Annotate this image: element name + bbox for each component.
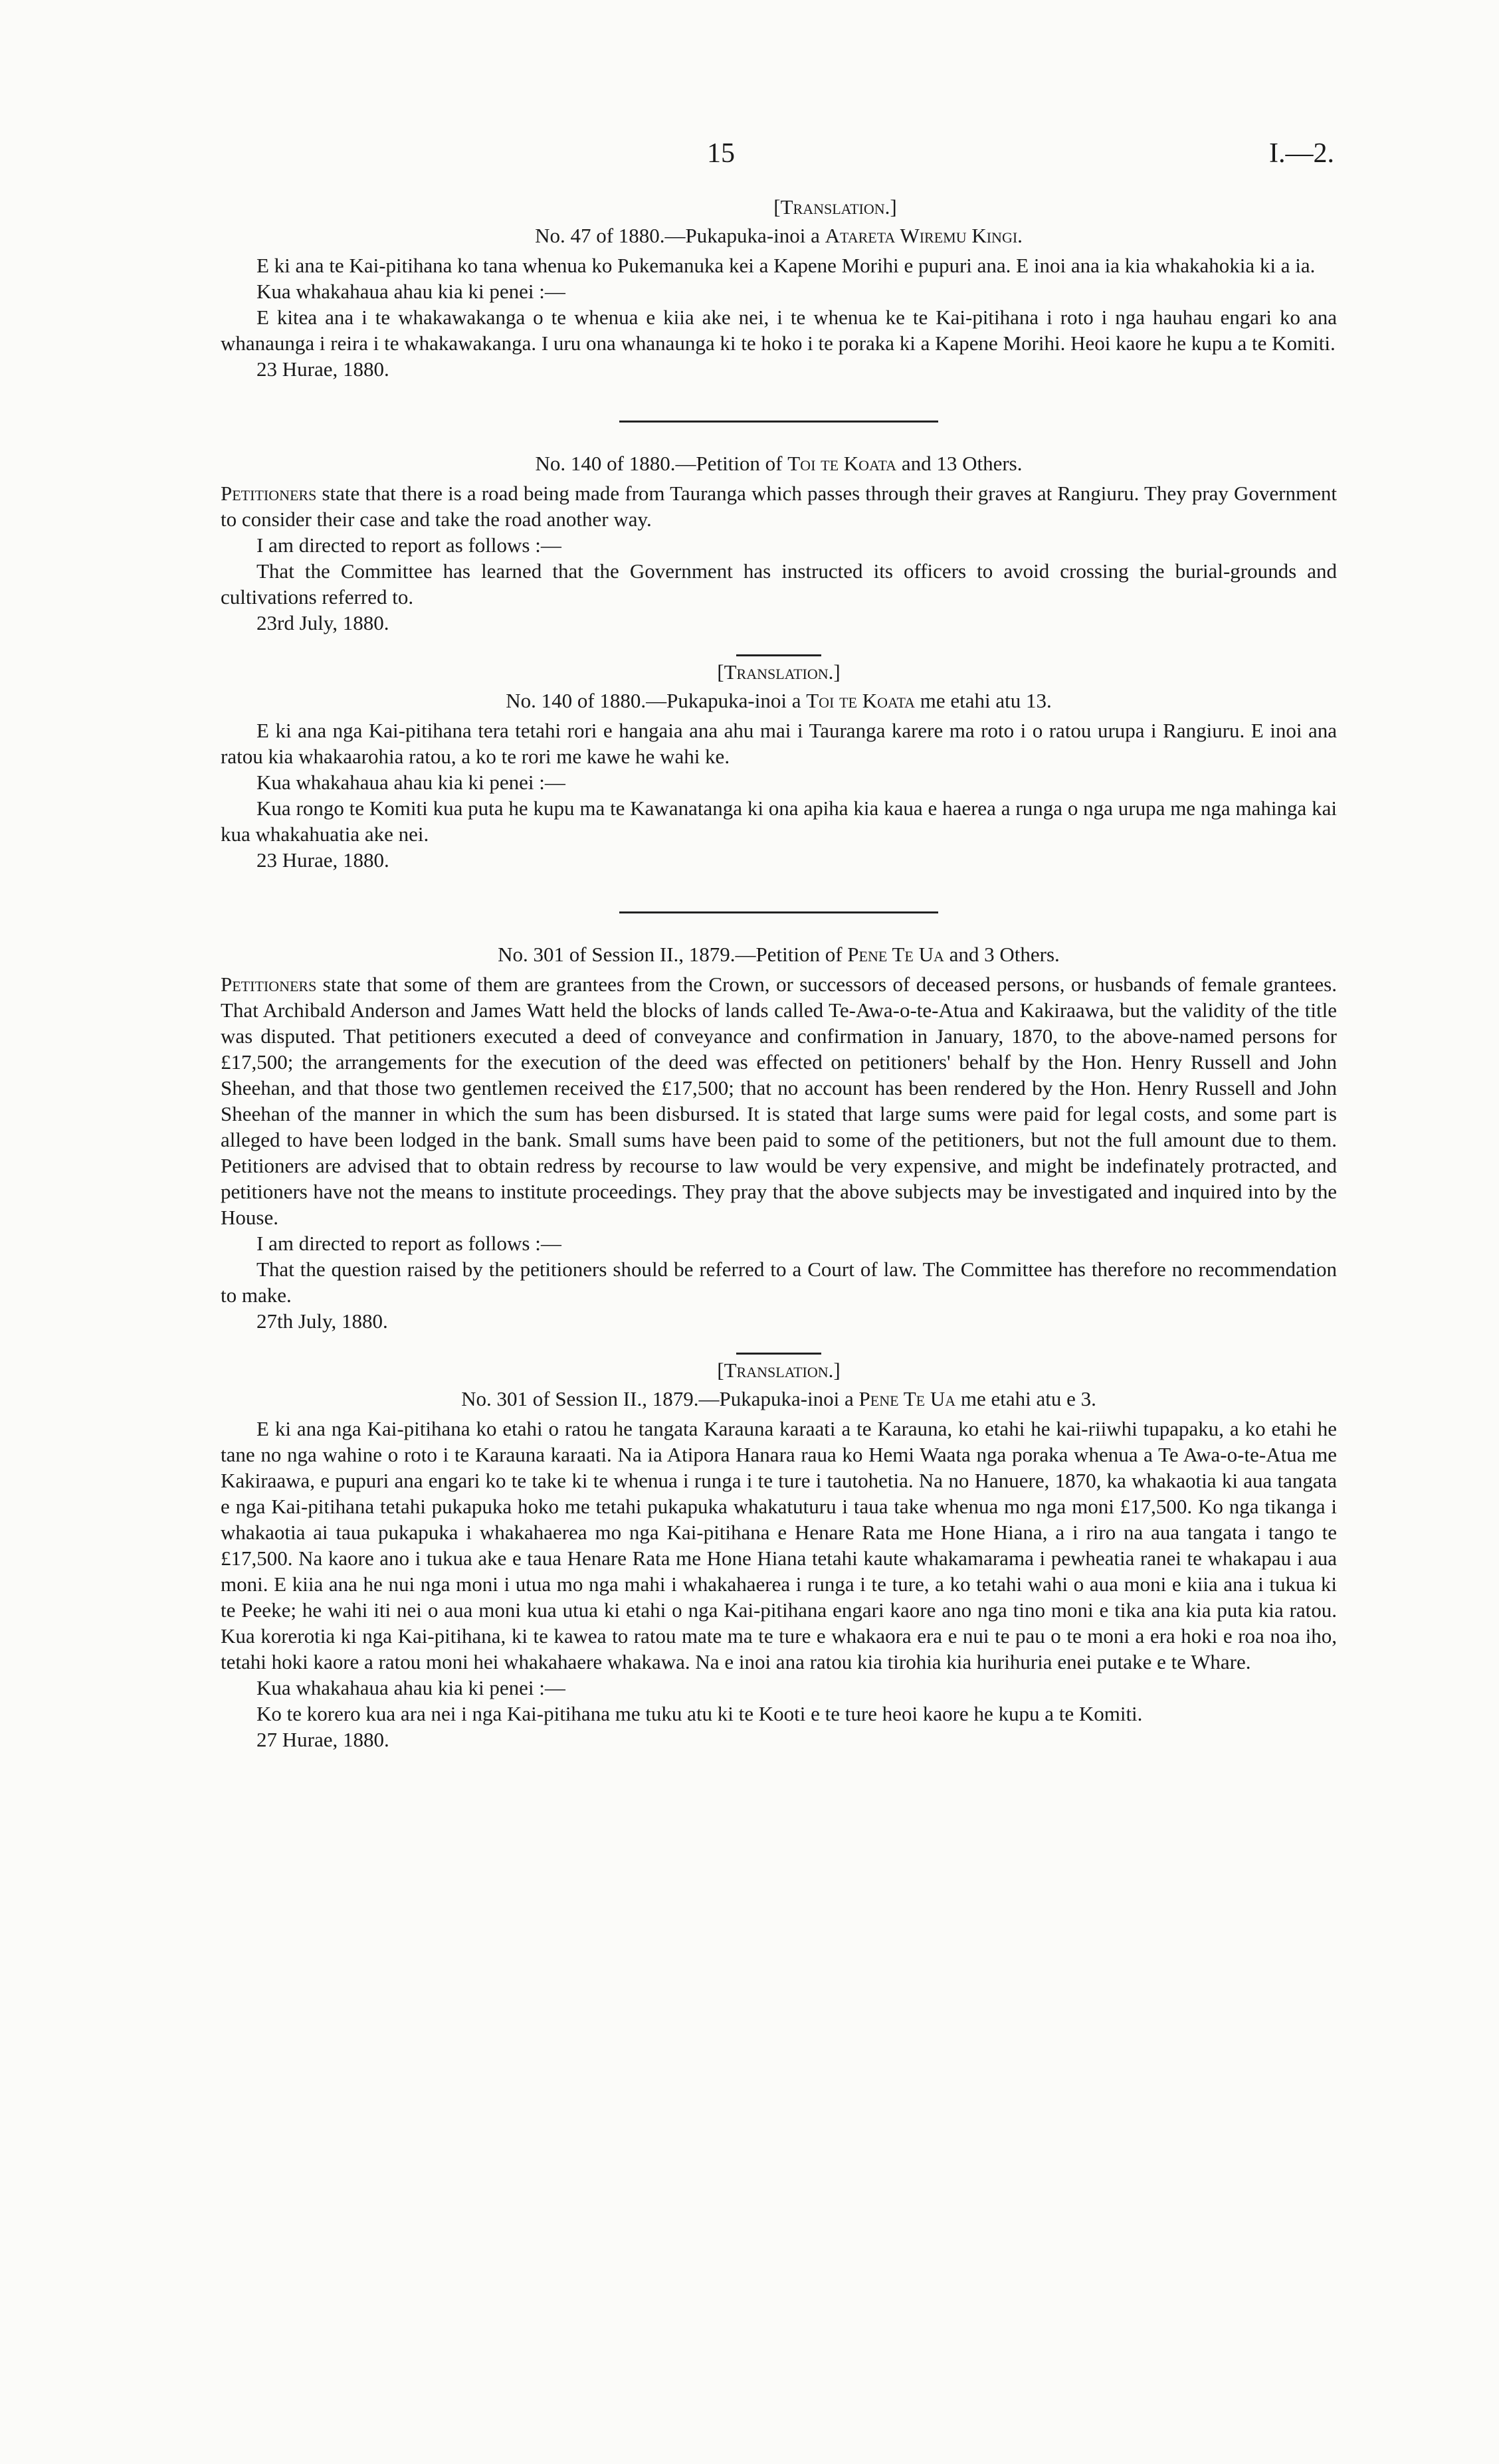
petition-summary: E ki ana te Kai-pitihana ko tana whenua ko Pukemanuka kei a Kapene Morihi e pupuri ana. E inoi ana ia kia whakahokia ki a ia. (256, 254, 1316, 277)
title-suffix: me etahi atu 13. (915, 689, 1052, 712)
translation-label: [Translation.] (717, 1359, 841, 1382)
report-date: 23 Hurae, 1880. (256, 848, 389, 872)
title-prefix: No. 301 of Session II., 1879.—Petition of (498, 943, 848, 966)
report-intro: I am directed to report as follows :— (256, 1232, 561, 1255)
petition-summary (221, 480, 1337, 532)
title-suffix: me etahi atu e 3. (955, 1387, 1096, 1410)
report-date: 23 Hurae, 1880. (256, 357, 389, 381)
committee-report: Kua rongo te Komiti kua puta he kupu ma te Kawanatanga ki ona apiha kia kaua e haerea a runga o nga urupa me nga mahinga kai kua whakahuatia ake nei. (221, 797, 1337, 846)
report-intro: Kua whakahaua ahau kia ki penei :— (256, 771, 565, 794)
page-content (221, 194, 1337, 1753)
section-divider-short (736, 1353, 821, 1355)
petitioner-name: Toi te Koata (806, 689, 916, 712)
petition-title (221, 941, 1337, 967)
title-prefix: No. 140 of 1880.—Petition of (535, 452, 788, 475)
report-date: 27th July, 1880. (256, 1309, 388, 1333)
committee-report: That the question raised by the petitioners should be referred to a Court of law. The Committee has therefore no recommendation to make. (221, 1258, 1337, 1307)
report-date: 27 Hurae, 1880. (256, 1728, 389, 1751)
report-intro: Kua whakahaua ahau kia ki penei :— (256, 280, 565, 303)
section-divider (619, 911, 938, 913)
title-suffix: and 3 Others. (944, 943, 1060, 966)
petition-title (221, 450, 1337, 476)
petition-summary-text: state that there is a road being made from Tauranga which passes through their graves at Rangiuru. They pray Government to consider their case and take the road another way. (221, 482, 1337, 531)
page-number: 15 (707, 138, 735, 169)
report-intro: Kua whakahaua ahau kia ki penei :— (256, 1676, 565, 1699)
petitioner-name: Pene Te Ua (847, 943, 944, 966)
title-prefix: No. 301 of Session II., 1879.—Pukapuka-inoi a (461, 1387, 859, 1410)
document-reference: I.—2. (1269, 138, 1334, 169)
petitioner-name: Toi te Koata (787, 452, 897, 475)
committee-report: E kitea ana i te whakawakanga o te whenua e kiia ake nei, i te whenua ke te Kai-pitihana i roto i nga hauhau engari ko ana whanaunga i reira i te whakawakanga. I uru ona whanaunga ki te hoko i te poraka ki a Kapene Morihi. Heoi kaore he kupu a te Komiti. (221, 306, 1337, 355)
petition-summary: E ki ana nga Kai-pitihana tera tetahi rori e hangaia ana ahu mai i Tauranga karere ma roto i o ratou urupa i Rangiuru. E inoi ana ratou kia whakaarohia ratou, a ko te rori me kawe he wahi ke. (221, 719, 1337, 768)
petition-title (221, 688, 1337, 713)
petitioners-lead: Petitioners (221, 482, 317, 505)
translation-no-301 (221, 1357, 1337, 1753)
petition-summary (221, 971, 1337, 1230)
petition-no-140 (221, 450, 1337, 636)
translation-no-140 (221, 659, 1337, 873)
section-divider (619, 421, 938, 423)
title-prefix: No. 47 of 1880.—Pukapuka-inoi a (535, 224, 825, 247)
committee-report: Ko te korero kua ara nei i nga Kai-pitihana me tuku atu ki te Kooti e te ture heoi kaore he kupu a te Komiti. (256, 1702, 1143, 1725)
section-divider-short (736, 654, 821, 656)
petition-title (221, 1386, 1337, 1412)
report-date: 23rd July, 1880. (256, 611, 389, 634)
petition-summary: E ki ana nga Kai-pitihana ko etahi o ratou he tangata Karauna karaati a te Karauna, ko etahi he kai-riiwhi tupapaku, a ko etahi he tane no nga wahine o roto i te Karauna karaati. Na ia Atipora Hanara raua ko Hemi Waata nga poraka whenua a Te Awa-o-te-Atua me Kakiraawa, e pupuri ana engari ko te take ki te whenua i runga i te ture i tautohetia. Na no Hanuere, 1870, ka whakaotia ki aua tangata e nga Kai-pitihana tetahi pukapuka hoko me tetahi pukapuka whakatuturu i taua take whenua mo nga moni £17,500. Ko nga tikanga i whakaotia ai taua pukapuka i whakahaerea mo nga Kai-pitihana e Henare Rata me Hone Hiana, a i riro na aua tangata i tango te £17,500. Na kaore ano i tukua ake e taua Henare Rata me Hone Hiana tetahi kaute whakamarama i pewheatia ranei te whakapau i aua moni. E kiia ana he nui nga moni i utua mo nga mahi i whakahaerea i runga i te ture, a ko tetahi wahi o aua moni e kiia ana i tukua ki te Peeke; he wahi iti nei o aua moni kua utua ki etahi o nga Kai-pitihana engari kaore ano nga tino moni e tika ana kia puta kia ratou. Kua korerotia ki nga Kai-pitihana, ki te kawea to ratou mate ma te ture e whakaora era e nui te pau o te moni a era hoki e roa noa iho, tetahi hoki kaore a ratou moni hei whakahaere whakawa. Na e inoi ana ratou kia tirohia kia hurihuria enei putake e te Whare. (221, 1417, 1337, 1673)
report-intro: I am directed to report as follows :— (256, 533, 561, 557)
translation-label: [Translation.] (773, 195, 897, 219)
petitioners-lead: Petitioners (221, 973, 317, 996)
title-suffix: and 13 Others. (896, 452, 1023, 475)
petition-summary-text: state that some of them are grantees from the Crown, or successors of deceased persons, or husbands of female grantees. That Archibald Anderson and James Watt held the blocks of lands called Te-Awa-o-te-Atua and Kakiraawa, but the validity of the title was disputed. That petitioners executed a deed of conveyance and confirmation in January, 1870, to the above-named persons for £17,500; the arrangements for the execution of the deed was effected on petitioners' behalf by the Hon. Henry Russell and John Sheehan, and that those two gentlemen received the £17,500; that no account has been rendered by the Hon. Henry Russell and John Sheehan of the manner in which the sum has been disbursed. It is stated that large sums were paid for legal costs, and some part is alleged to have been lodged in the bank. Small sums have been paid to some of the petitioners, but not the full amount due to them. Petitioners are advised that to obtain redress by recourse to law would be very expensive, and might be indefinately protracted, and petitioners have not the means to institute proceedings. They pray that the above subjects may be investigated and inquired into by the House. (221, 973, 1337, 1229)
translation-no-47 (221, 194, 1337, 382)
petition-no-301 (221, 941, 1337, 1334)
committee-report: That the Committee has learned that the Government has instructed its officers to avoid crossing the burial-grounds and cultivations referred to. (221, 559, 1337, 609)
petition-title (221, 223, 1337, 248)
petitioner-name: Pene Te Ua (858, 1387, 956, 1410)
translation-label: [Translation.] (717, 660, 841, 684)
petitioner-name: Atareta Wiremu Kingi. (825, 224, 1023, 247)
title-prefix: No. 140 of 1880.—Pukapuka-inoi a (506, 689, 807, 712)
